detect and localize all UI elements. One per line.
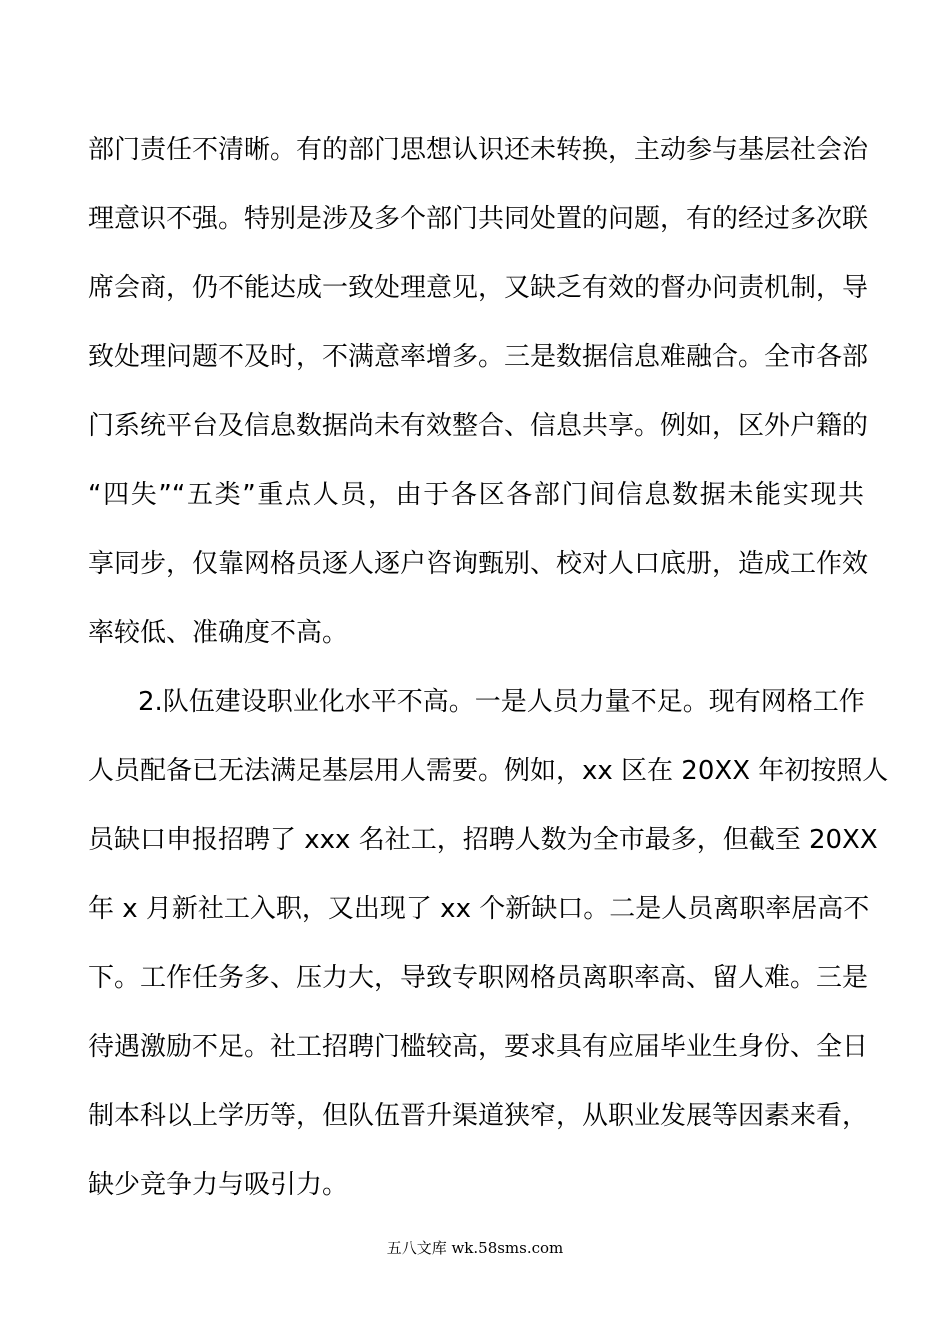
text-line: “四失”“五类”重点人员，由于各区各部门间信息数据未能实现共 (88, 480, 864, 510)
text-line: 制本科以上学历等，但队伍晋升渠道狭窄，从职业发展等因素来看， (88, 1101, 869, 1131)
section-heading-line: 2.队伍建设职业化水平不高。一是人员力量不足。现有网格工作 (138, 687, 865, 717)
text-line: 席会商，仍不能达成一致处理意见，又缺乏有效的督办问责机制，导 (88, 273, 869, 303)
text-line: 致处理问题不及时，不满意率增多。三是数据信息难融合。全市各部 (88, 342, 869, 372)
text-line: 待遇激励不足。社工招聘门槛较高，要求具有应届毕业生身份、全日 (88, 1032, 869, 1062)
footer-watermark: 五八文库 wk.58sms.com (386, 1239, 564, 1257)
text-line: 享同步，仅靠网格员逐人逐户咨询甄别、校对人口底册，造成工作效 (88, 549, 869, 579)
text-line: 人员配备已无法满足基层用人需要。例如，xx 区在 20XX 年初按照人 (88, 756, 889, 786)
text-line: 缺少竞争力与吸引力。 (88, 1170, 349, 1200)
text-line: 门系统平台及信息数据尚未有效整合、信息共享。例如，区外户籍的 (88, 411, 869, 441)
text-line: 理意识不强。特别是涉及多个部门共同处置的问题，有的经过多次联 (88, 204, 869, 234)
text-line: 部门责任不清晰。有的部门思想认识还未转换，主动参与基层社会治 (88, 135, 869, 165)
text-line: 下。工作任务多、压力大，导致专职网格员离职率高、留人难。三是 (88, 963, 869, 993)
text-line: 年 x 月新社工入职，又出现了 xx 个新缺口。二是人员离职率居高不 (88, 894, 870, 924)
text-line: 员缺口申报招聘了 xxx 名社工，招聘人数为全市最多，但截至 20XX (88, 825, 878, 855)
text-line: 率较低、准确度不高。 (88, 618, 349, 648)
